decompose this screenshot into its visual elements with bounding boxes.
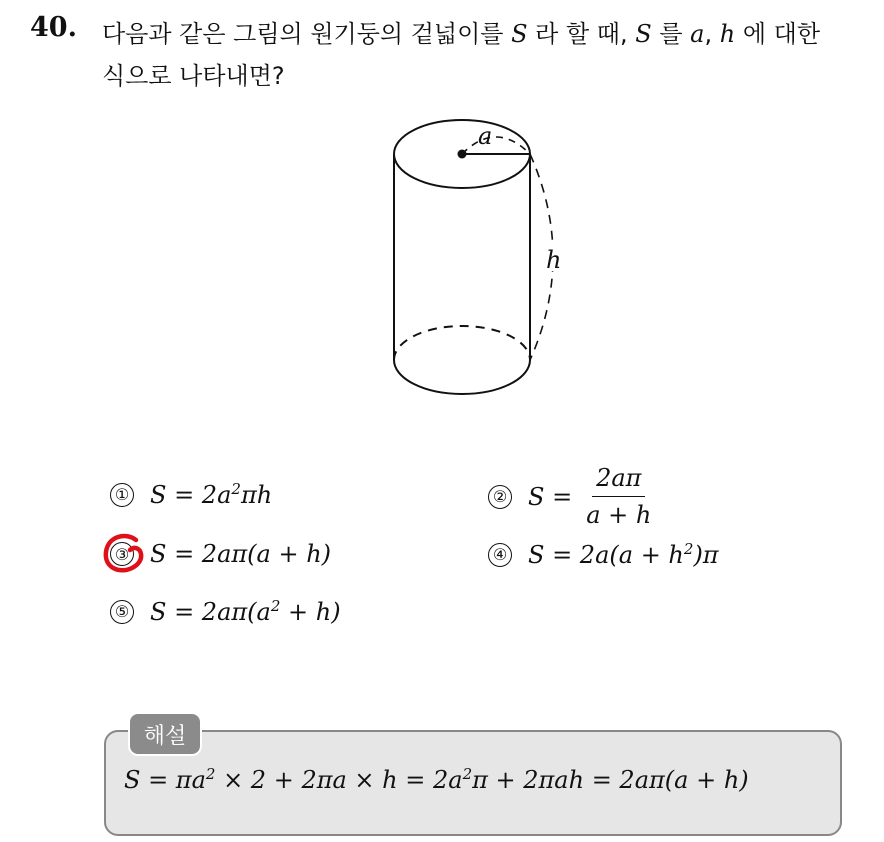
comma: , [704,20,720,48]
height-label: h [546,246,562,274]
fraction-denominator: a + h [586,501,652,529]
question-number: 40. [30,12,77,43]
choice-2[interactable] [488,464,655,529]
choice-5[interactable] [110,597,341,626]
choice-3[interactable] [110,540,331,568]
cylinder-bottom-back [394,326,530,360]
choice-expr: S = 2aπ(a + h) [150,540,332,568]
var-s: S [511,20,528,48]
choice-fraction [582,464,655,529]
choice-number: ② [488,485,512,509]
choice-expr: $S = 2a\pi(a^2 + h)$ [150,597,341,626]
choice-expr: $S = 2a(a + h^2)\pi$ [528,540,719,569]
choice-1[interactable] [110,480,272,509]
choice-number: ③ [110,542,134,566]
radius-label: a [478,122,493,150]
fraction-numerator: 2aπ [592,464,645,497]
choice-number: ① [110,483,134,507]
solution-text: $S = \pi a^2 \times 2 + 2\pi a \times h = 2a^2\pi + 2\pi ah = 2a\pi(a + h)$ [124,765,749,794]
choice-number: ④ [488,543,512,567]
question-line1-c: 를 [651,20,691,48]
var-s-2: S [635,20,652,48]
question-line1-a: 다음과 같은 그림의 원기둥의 겉넓이를 [102,20,512,48]
cylinder-figure [380,112,600,412]
radius-brace [462,137,530,154]
question-line1-d: 에 대한 [735,20,821,48]
choice-expr: $S = 2a^2\pi h$ [150,480,273,509]
question-text [102,13,872,97]
choice-expr-prefix: S = [528,482,573,511]
question-line1-b: 라 할 때, [527,20,636,48]
question-line2: 식으로 나타내면? [102,62,285,90]
choice-4[interactable] [488,540,719,569]
var-h: h [719,20,736,48]
choice-number: ⑤ [110,600,134,624]
var-a: a [690,20,705,48]
cylinder-bottom-front [394,360,530,394]
solution-tab: 해설 [128,712,202,756]
